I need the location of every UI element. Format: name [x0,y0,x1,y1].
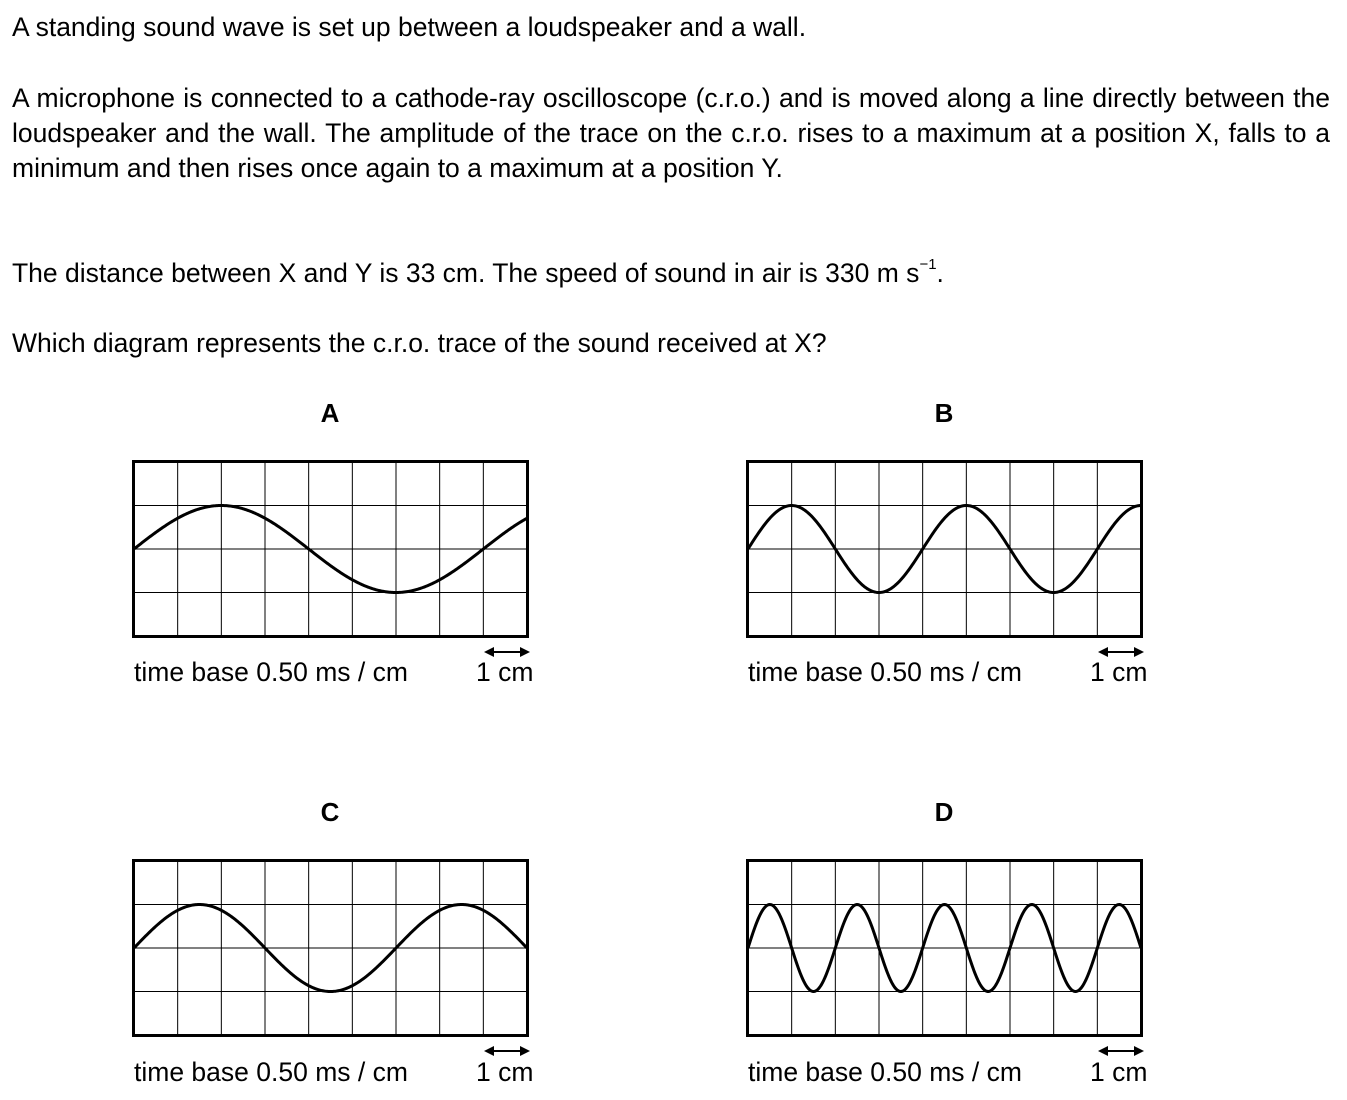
given-values-text: The distance between X and Y is 33 cm. The speed of sound in air is 330 m s [12,258,920,288]
arrow-head-left [1098,1046,1108,1056]
question-description: A microphone is connected to a cathode-ray oscilloscope (c.r.o.) and is moved along a line directly between the loudspeaker and the wall. The amplitude of the trace on the c.r.o. rises to a maximum at a position X, falls to a minimum and then rises once again to a maximum at a position Y. [12,83,1330,183]
option-letter-b: B [934,398,954,428]
arrow-head-right [520,1046,530,1056]
arrow-head-left [1098,647,1108,657]
cro-screen-d [746,859,1143,1037]
cro-screen-c [132,859,529,1037]
question-intro: A standing sound wave is set up between a loudspeaker and a wall. [12,12,807,42]
scale-label-a: 1 cm [476,657,534,687]
time-base-caption-b: time base 0.50 ms / cm [748,657,1022,687]
scale-label-b: 1 cm [1090,657,1148,687]
cro-screen-a [132,460,529,638]
given-values-end: . [936,258,944,288]
arrow-head-left [484,647,494,657]
scale-label-d: 1 cm [1090,1057,1148,1087]
arrow-head-left [484,1046,494,1056]
cro-screen-b [746,460,1143,638]
time-base-caption-c: time base 0.50 ms / cm [134,1057,408,1087]
option-letter-c: C [320,797,340,827]
arrow-head-right [1134,647,1144,657]
unit-exponent: −1 [919,256,937,273]
option-letter-a: A [320,398,340,428]
question-prompt: Which diagram represents the c.r.o. trace of the sound received at X? [12,328,827,358]
arrow-head-right [520,647,530,657]
option-letter-d: D [934,797,954,827]
time-base-caption-a: time base 0.50 ms / cm [134,657,408,687]
time-base-caption-d: time base 0.50 ms / cm [748,1057,1022,1087]
arrow-head-right [1134,1046,1144,1056]
question-given-values [12,256,1330,291]
scale-label-c: 1 cm [476,1057,534,1087]
